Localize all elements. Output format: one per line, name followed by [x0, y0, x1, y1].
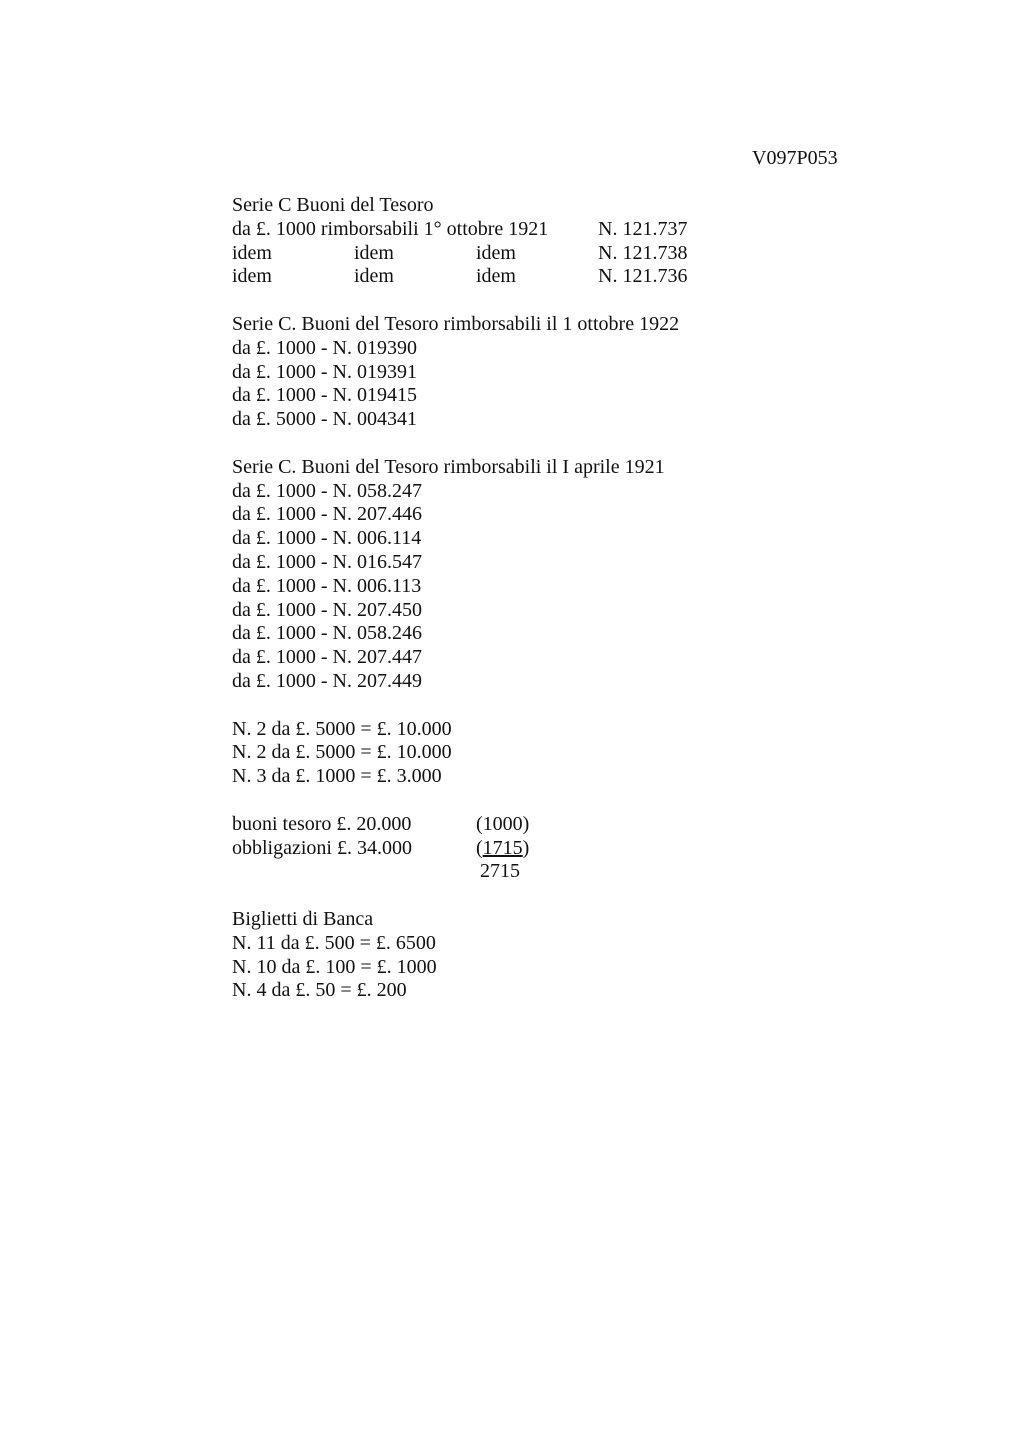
section-title: Serie C Buoni del Tesoro: [232, 194, 434, 216]
bond-line: da £. 1000 - N. 058.246: [232, 622, 422, 645]
totals-sum-row: [232, 860, 832, 884]
bond-line: da £. 1000 - N. 016.547: [232, 550, 422, 573]
bond-line: da £. 1000 - N. 207.447: [232, 646, 422, 669]
section-title: Biglietti di Banca: [232, 907, 374, 930]
spacer: [232, 432, 832, 456]
bond-line: da £. 1000 - N. 207.450: [232, 598, 422, 621]
idem-cell: idem: [354, 241, 394, 264]
idem-row: [232, 265, 832, 289]
spacer: [232, 694, 832, 718]
bond-number: N. 121.738: [598, 241, 688, 264]
section-title: Serie C. Buoni del Tesoro rimborsabili il I aprile 1921: [232, 455, 665, 478]
idem-cell: idem: [476, 241, 516, 264]
idem-row: [232, 242, 832, 266]
document-body: [232, 194, 832, 1003]
summary-line: N. 3 da £. 1000 = £. 3.000: [232, 765, 442, 788]
totals-row: [232, 837, 832, 861]
banknote-line: N. 4 da £. 50 = £. 200: [232, 979, 407, 1002]
open-paren: (: [476, 836, 483, 859]
banknote-line: N. 11 da £. 500 = £. 6500: [232, 931, 436, 954]
close-paren: ): [522, 812, 530, 835]
bond-number: N. 121.736: [598, 265, 688, 288]
bond-line: da £. 1000 - N. 207.449: [232, 669, 422, 692]
totals-row: [232, 813, 832, 837]
open-paren: (: [476, 812, 483, 835]
banknote-line: N. 10 da £. 100 = £. 1000: [232, 955, 437, 978]
bond-line: da £. 1000 - N. 207.446: [232, 503, 422, 526]
summary-line: N. 2 da £. 5000 = £. 10.000: [232, 717, 452, 740]
totals-label: obbligazioni £. 34.000: [232, 836, 412, 859]
totals-number: 1000: [482, 812, 523, 835]
spacer: [232, 884, 832, 908]
bond-line: da £. 1000 - N. 006.114: [232, 527, 422, 550]
bond-line: da £. 1000 - N. 019390: [232, 336, 417, 359]
page-reference-id: V097P053: [752, 147, 838, 169]
bond-line: da £. 1000 - N. 006.113: [232, 574, 422, 597]
totals-value: [476, 813, 529, 837]
idem-cell: idem: [232, 241, 272, 264]
bond-number: N. 121.737: [598, 217, 688, 240]
idem-cell: idem: [232, 265, 272, 288]
bond-line: da £. 1000 - N. 019391: [232, 360, 417, 383]
totals-value: [476, 837, 529, 861]
bond-description: da £. 1000 rimborsabili 1° ottobre 1921: [232, 217, 549, 240]
idem-cell: idem: [476, 265, 516, 288]
section-title: Serie C. Buoni del Tesoro rimborsabili il 1 ottobre 1922: [232, 312, 680, 335]
bond-line: da £. 1000 - N. 019415: [232, 384, 417, 407]
bond-line: [232, 218, 832, 242]
grand-total: 2715: [480, 860, 520, 883]
bond-line: da £. 5000 - N. 004341: [232, 408, 417, 431]
spacer: [232, 289, 832, 313]
idem-cell: idem: [354, 265, 394, 288]
close-paren: ): [522, 836, 530, 859]
spacer: [232, 789, 832, 813]
summary-line: N. 2 da £. 5000 = £. 10.000: [232, 741, 452, 764]
totals-number-underlined: 1715: [482, 836, 523, 859]
totals-label: buoni tesoro £. 20.000: [232, 812, 412, 835]
bond-line: da £. 1000 - N. 058.247: [232, 479, 422, 502]
